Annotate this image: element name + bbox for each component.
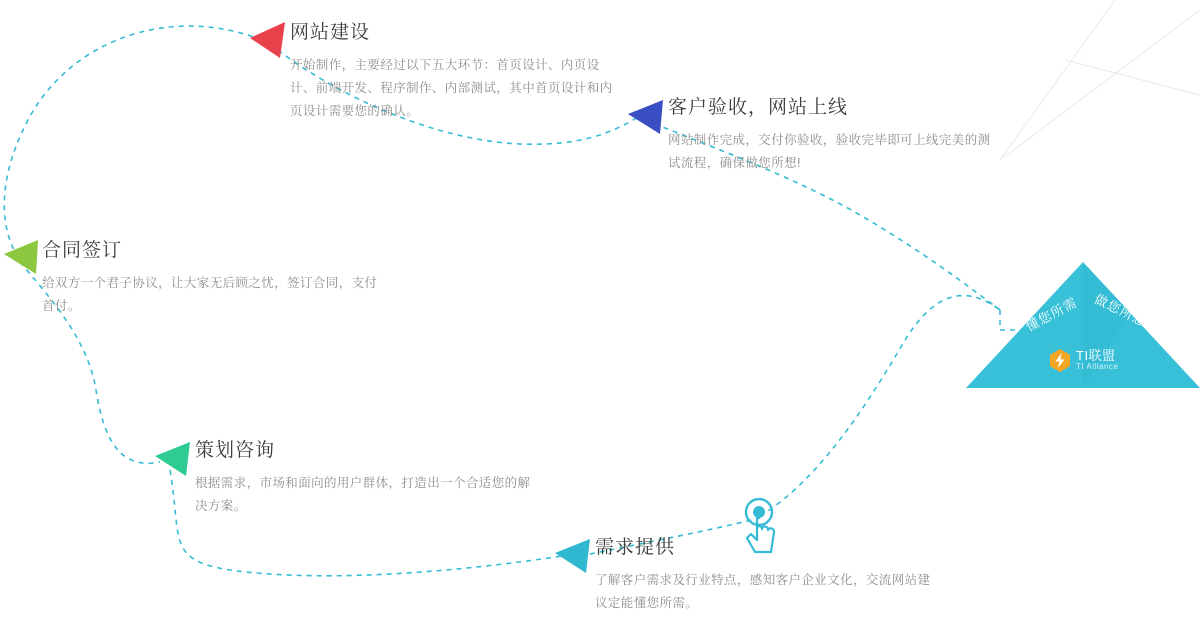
node-demand-title: 需求提供 [595, 537, 676, 558]
logo-brand-en: TI Alliance [1076, 362, 1119, 372]
node-contract-title: 合同签订 [42, 240, 123, 261]
node-contract[interactable] [42, 240, 382, 318]
arrow-website [250, 22, 285, 58]
arrow-contract [4, 240, 38, 274]
logo-block [960, 258, 1200, 388]
logo-brand [1050, 349, 1118, 372]
node-contract-desc: 给双方一个君子协议，让大家无后顾之忧，签订合同，支付首付。 [42, 275, 378, 313]
node-demand-desc: 了解客户需求及行业特点，感知客户企业文化，交流网站建议定能懂您所需。 [595, 572, 931, 610]
arrow-planning [155, 442, 190, 476]
arrow-acceptance [628, 100, 663, 134]
node-planning-desc: 根据需求，市场和面向的用户群体，打造出一个合适您的解决方案。 [195, 475, 531, 513]
node-acceptance[interactable] [668, 97, 998, 175]
logo-slogan-left: 懂您所需 [1023, 294, 1080, 335]
node-website-desc: 开始制作，主要经过以下五大环节：首页设计、内页设计、前端开发、程序制作、内部测试，其中首页设计和内页设计需要您的确认。 [290, 57, 613, 119]
logo-brand-cn: TI联盟 [1076, 348, 1116, 364]
node-acceptance-title: 客户验收，网站上线 [668, 97, 849, 118]
logo-slogan-right: 做您所想 [1092, 291, 1150, 330]
node-acceptance-desc: 网站制作完成，交付你验收，验收完毕即可上线完美的测试流程，确保做您所想! [668, 132, 991, 170]
tap-cursor-icon [738, 498, 784, 558]
node-website-title: 网站建设 [290, 22, 371, 43]
node-website[interactable] [290, 22, 620, 123]
node-planning[interactable] [195, 440, 535, 518]
node-planning-title: 策划咨询 [195, 440, 276, 461]
bolt-icon [1050, 349, 1070, 372]
arrow-demand [555, 539, 590, 573]
background-lines [1000, 0, 1200, 160]
